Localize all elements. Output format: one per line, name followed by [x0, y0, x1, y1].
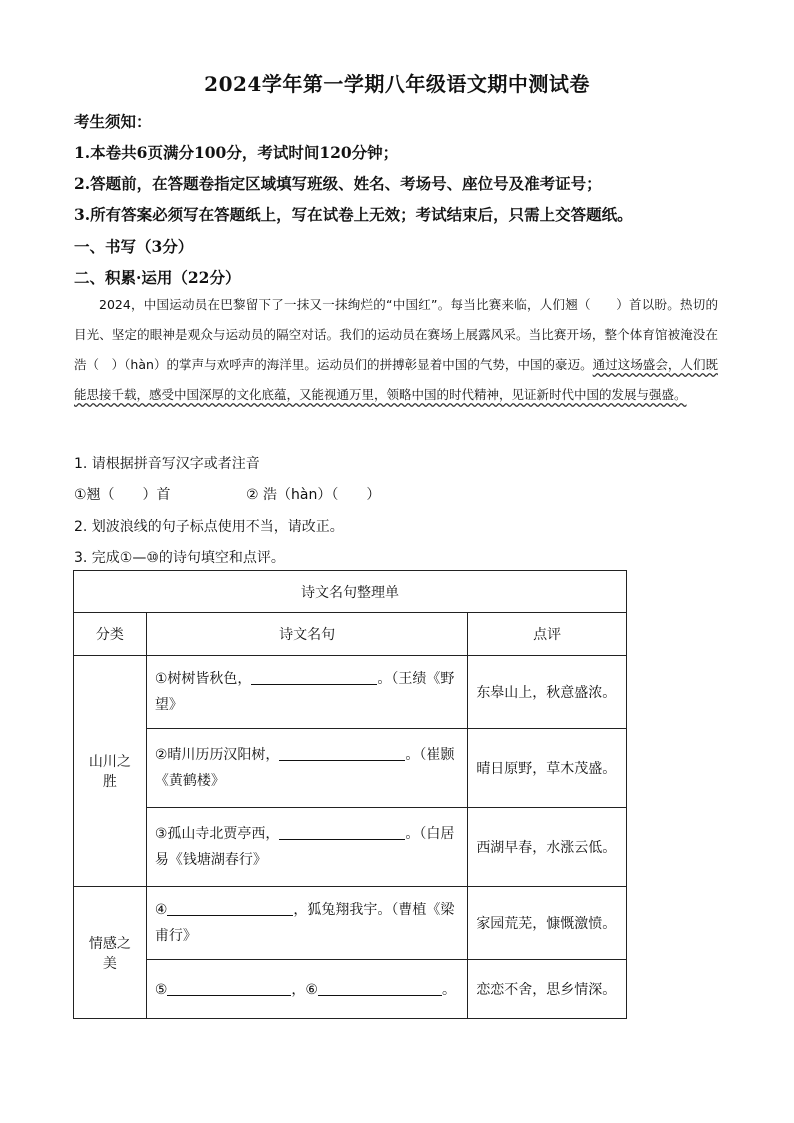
verse-source: 。（王绩《野望》	[154, 671, 455, 713]
answer-blank[interactable]	[167, 981, 291, 996]
verse-source: 。（崔颢《黄鹤楼》	[154, 747, 455, 789]
answer-blank[interactable]	[251, 670, 377, 685]
verse-cell	[146, 808, 467, 887]
section-accumulation: 二、积累·运用（22分）	[74, 268, 241, 287]
verse-text: ②晴川历历汉阳树，	[154, 747, 280, 763]
comment-cell: 西湖早春，水涨云低。	[468, 808, 627, 887]
notice-item-2: 2.答题前，在答题卷指定区域填写班级、姓名、考场号、座位号及准考证号；	[74, 174, 602, 193]
question-3: 3. 完成①—⑩的诗句填空和点评。	[74, 550, 285, 566]
verse-text: ③孤山寺北贾亭西，	[154, 826, 280, 842]
header-category: 分类	[74, 613, 147, 656]
question-1: 1. 请根据拼音写汉字或者注音	[74, 456, 260, 472]
header-verse: 诗文名句	[146, 613, 467, 656]
answer-blank[interactable]	[318, 981, 442, 996]
passage-text: 2024，中国运动员在巴黎留下了一抹又一抹绚烂的“中国红”。每当比赛来临，人们翘（ ）首以盼。热切的目光、坚定的眼神是观众与运动员的隔空对话。我们的运动员在赛场上展露风采。当比赛开场，整个体育馆被淹没在浩（ ）（hàn）的掌声与欢呼声的海洋里。运动员们的拼搏彰显着中国的气势，中国的豪迈。	[74, 297, 718, 372]
comment-cell: 恋恋不舍，思乡情深。	[468, 960, 627, 1019]
category-landscape: 山川之胜	[74, 656, 147, 887]
table-row	[74, 808, 627, 887]
verse-cell	[146, 729, 467, 808]
question-1-item-a: ①翘（ ）首	[74, 487, 171, 503]
reading-passage	[74, 290, 718, 410]
table-row	[74, 656, 627, 729]
notice-item-3: 3.所有答案必须写在答题纸上，写在试卷上无效；考试结束后，只需上交答题纸。	[74, 205, 633, 224]
verse-cell	[146, 887, 467, 960]
verse-text: ，⑥	[291, 982, 318, 998]
answer-blank[interactable]	[167, 901, 293, 916]
exam-title: 2024学年第一学期八年级语文期中测试卷	[204, 72, 590, 96]
verse-text: ①树树皆秋色，	[154, 671, 252, 687]
section-writing: 一、书写（3分）	[74, 237, 194, 256]
question-1-item-b: ② 浩（hàn）（ ）	[246, 487, 381, 503]
comment-cell: 晴日原野，草木茂盛。	[468, 729, 627, 808]
verse-cell	[146, 656, 467, 729]
comment-cell: 家园荒芜，慷慨激愤。	[468, 887, 627, 960]
table-caption: 诗文名句整理单	[74, 571, 627, 613]
verse-cell	[146, 960, 467, 1019]
question-2: 2. 划波浪线的句子标点使用不当，请改正。	[74, 519, 344, 535]
comment-cell: 东皋山上，秋意盛浓。	[468, 656, 627, 729]
answer-blank[interactable]	[279, 746, 405, 761]
verse-text: ⑤	[154, 982, 168, 998]
category-emotion: 情感之美	[74, 887, 147, 1019]
header-comment: 点评	[468, 613, 627, 656]
poem-table	[73, 570, 627, 1019]
table-row	[74, 729, 627, 808]
table-row	[74, 887, 627, 960]
table-row	[74, 960, 627, 1019]
verse-source: ，狐兔翔我宇。（曹植《梁甫行》	[154, 902, 455, 944]
verse-text: ④	[154, 902, 168, 918]
verse-source: 。（白居易《钱塘湖春行》	[154, 826, 455, 868]
wavy-sentence: 通过这场盛会，人们既能思接千载，感受中国深厚的文化底蕴，又能视通万里，领略中国的时代精神，见证新时代中国的发展与强盛。	[74, 357, 718, 402]
answer-blank[interactable]	[279, 825, 405, 840]
notice-heading: 考生须知：	[74, 112, 152, 131]
verse-text: 。	[441, 982, 456, 998]
notice-item-1: 1.本卷共6页满分100分，考试时间120分钟；	[74, 143, 399, 162]
